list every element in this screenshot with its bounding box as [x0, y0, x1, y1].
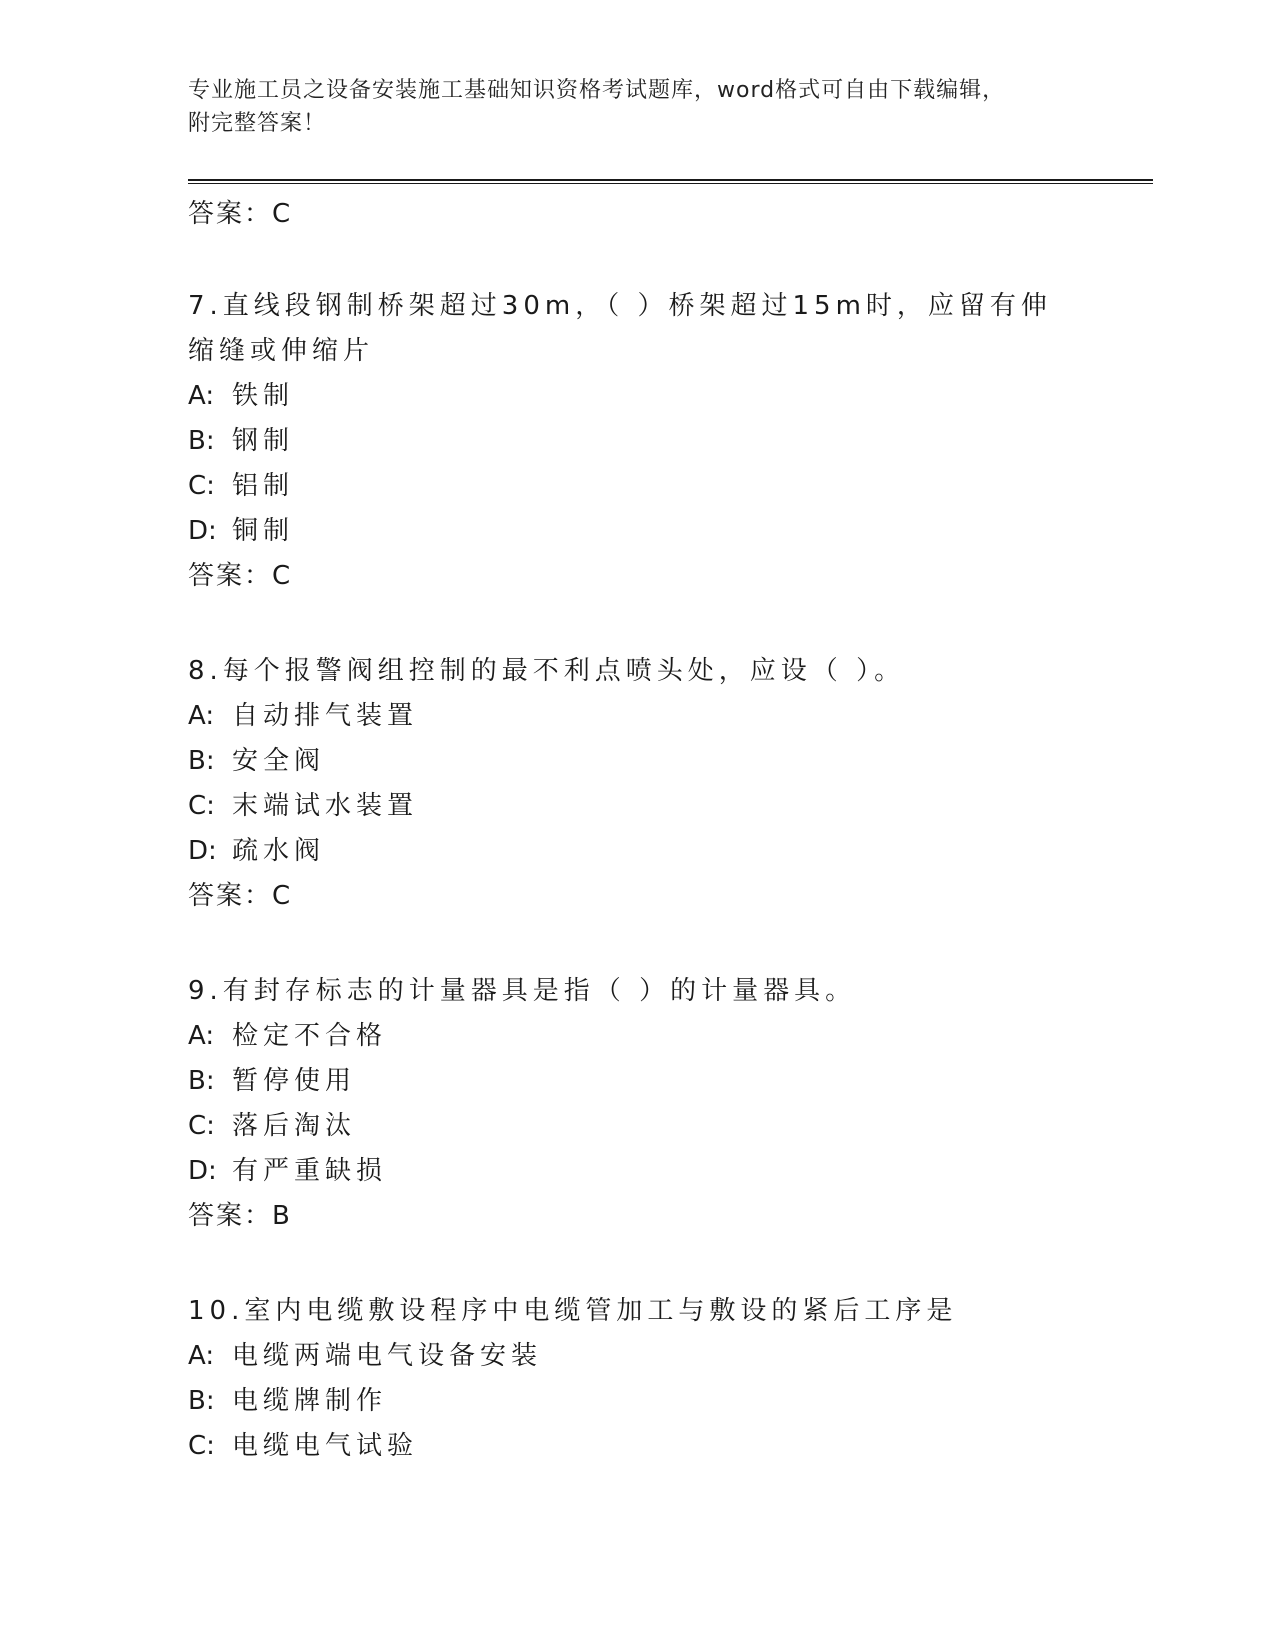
option-text: 自动排气装置 [232, 701, 419, 731]
option-text: 落后淘汰 [232, 1111, 357, 1141]
option-letter: B: [188, 1066, 215, 1096]
option-text: 电缆牌制作 [232, 1386, 388, 1416]
option-letter: B: [188, 426, 215, 456]
option-text: 电缆电气试验 [232, 1431, 419, 1461]
option-row [188, 1104, 1153, 1149]
option-text: 铁制 [232, 381, 295, 411]
answer-line: 答案：B [188, 1201, 292, 1231]
option-row [188, 1014, 1153, 1059]
option-row [188, 1334, 1153, 1379]
answer-line: 答案：C [188, 561, 293, 591]
question-block [188, 284, 1153, 599]
option-row [188, 1149, 1153, 1194]
option-row [188, 1424, 1153, 1469]
option-text: 铜制 [232, 516, 295, 546]
question-block [188, 1289, 1153, 1469]
option-letter: A: [188, 701, 215, 731]
option-letter: B: [188, 746, 215, 776]
option-text: 钢制 [232, 426, 295, 456]
option-row [188, 374, 1153, 419]
option-letter: D: [188, 836, 217, 866]
document-header [188, 74, 1088, 140]
option-row [188, 784, 1153, 829]
option-row [188, 1059, 1153, 1104]
option-row [188, 1379, 1153, 1424]
option-letter: A: [188, 1341, 215, 1371]
option-row [188, 509, 1153, 554]
option-letter: C: [188, 1111, 215, 1141]
option-text: 有严重缺损 [232, 1156, 388, 1186]
question-text: 10.室内电缆敷设程序中电缆管加工与敷设的紧后工序是 [188, 1296, 958, 1326]
option-letter: A: [188, 381, 215, 411]
option-text: 铝制 [232, 471, 295, 501]
option-letter: A: [188, 1021, 215, 1051]
option-row [188, 419, 1153, 464]
option-row [188, 694, 1153, 739]
option-letter: B: [188, 1386, 215, 1416]
question-text: 9.有封存标志的计量器具是指（ ）的计量器具。 [188, 976, 857, 1006]
question-text: 7.直线段钢制桥架超过30m，（ ）桥架超过15m时，应留有伸缩缝或伸缩片 [188, 291, 1052, 366]
option-letter: C: [188, 791, 215, 821]
question-block [188, 649, 1153, 919]
question-text: 8.每个报警阀组控制的最不利点喷头处，应设（ ）。 [188, 656, 906, 686]
option-letter: C: [188, 1431, 215, 1461]
option-letter: C: [188, 471, 215, 501]
option-text: 末端试水装置 [232, 791, 419, 821]
option-text: 电缆两端电气设备安装 [232, 1341, 543, 1371]
questions-container [188, 284, 1153, 1469]
answer-line: 答案：C [188, 881, 293, 911]
header-rule-thin [188, 183, 1153, 184]
header-line-2: 附完整答案！ [188, 111, 327, 136]
option-text: 安全阀 [232, 746, 326, 776]
option-row [188, 829, 1153, 874]
option-row [188, 739, 1153, 784]
option-text: 暂停使用 [232, 1066, 357, 1096]
question-list [188, 190, 1153, 1469]
option-text: 疏水阀 [232, 836, 326, 866]
option-letter: D: [188, 516, 217, 546]
option-row [188, 464, 1153, 509]
option-text: 检定不合格 [232, 1021, 388, 1051]
header-line-1: 专业施工员之设备安装施工基础知识资格考试题库，word格式可自由下载编辑， [188, 78, 1006, 103]
header-rule-thick [188, 179, 1153, 181]
question-block [188, 969, 1153, 1239]
option-letter: D: [188, 1156, 217, 1186]
answer-line: 答案：C [188, 199, 293, 229]
